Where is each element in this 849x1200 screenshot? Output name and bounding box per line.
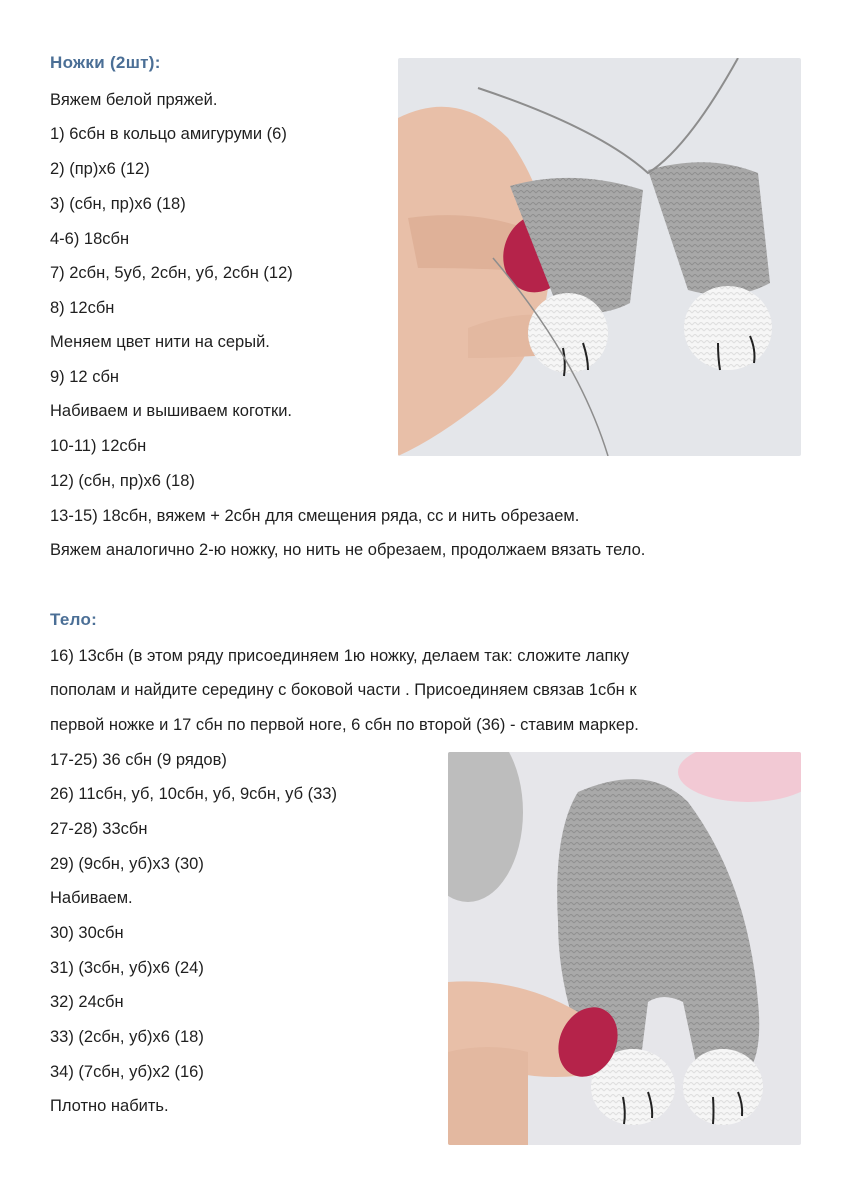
body-line: 33) (2сбн, уб)х6 (18) — [50, 1028, 204, 1046]
body-line: пополам и найдите середину с боковой части . Присоединяем связав 1сбн к — [50, 681, 637, 699]
body-line: Набиваем. — [50, 889, 133, 907]
legs-line: 1) 6сбн в кольцо амигуруми (6) — [50, 125, 287, 143]
legs-line: 3) (сбн, пр)х6 (18) — [50, 195, 186, 213]
body-line: 30) 30сбн — [50, 924, 124, 942]
body-line: 17-25) 36 сбн (9 рядов) — [50, 751, 227, 769]
body-line: 32) 24сбн — [50, 993, 124, 1011]
body-line: Плотно набить. — [50, 1097, 169, 1115]
legs-line: 4-6) 18сбн — [50, 230, 130, 248]
legs-line: 9) 12 сбн — [50, 368, 120, 386]
legs-line: Набиваем и вышиваем коготки. — [50, 402, 292, 420]
legs-line: 10-11) 12сбн — [50, 437, 147, 455]
legs-line: 8) 12сбн — [50, 299, 115, 317]
body-line: первой ножке и 17 сбн по первой ноге, 6 сбн по второй (36) - ставим маркер. — [50, 716, 639, 734]
legs-photo — [398, 58, 801, 456]
body-line: 27-28) 33сбн — [50, 820, 148, 838]
legs-line: 12) (сбн, пр)х6 (18) — [50, 472, 195, 490]
legs-heading: Ножки (2шт): — [50, 53, 161, 72]
body-line: 31) (3сбн, уб)х6 (24) — [50, 959, 204, 977]
body-line: 16) 13сбн (в этом ряду присоединяем 1ю ножку, делаем так: сложите лапку — [50, 647, 630, 665]
body-line: 26) 11сбн, уб, 10сбн, уб, 9сбн, уб (33) — [50, 785, 337, 803]
legs-line: 13-15) 18сбн, вяжем + 2сбн для смещения ряда, сс и нить обрезаем. — [50, 507, 580, 525]
body-heading: Тело: — [50, 610, 98, 629]
legs-line: Вяжем белой пряжей. — [50, 91, 218, 109]
legs-line: 2) (пр)х6 (12) — [50, 160, 150, 178]
legs-line: Вяжем аналогично 2-ю ножку, но нить не обрезаем, продолжаем вязать тело. — [50, 541, 646, 559]
body-line: 29) (9сбн, уб)х3 (30) — [50, 855, 204, 873]
body-line: 34) (7сбн, уб)х2 (16) — [50, 1063, 204, 1081]
body-photo — [448, 752, 801, 1145]
legs-line: 7) 2сбн, 5уб, 2сбн, уб, 2сбн (12) — [50, 264, 293, 282]
legs-line: Меняем цвет нити на серый. — [50, 333, 270, 351]
